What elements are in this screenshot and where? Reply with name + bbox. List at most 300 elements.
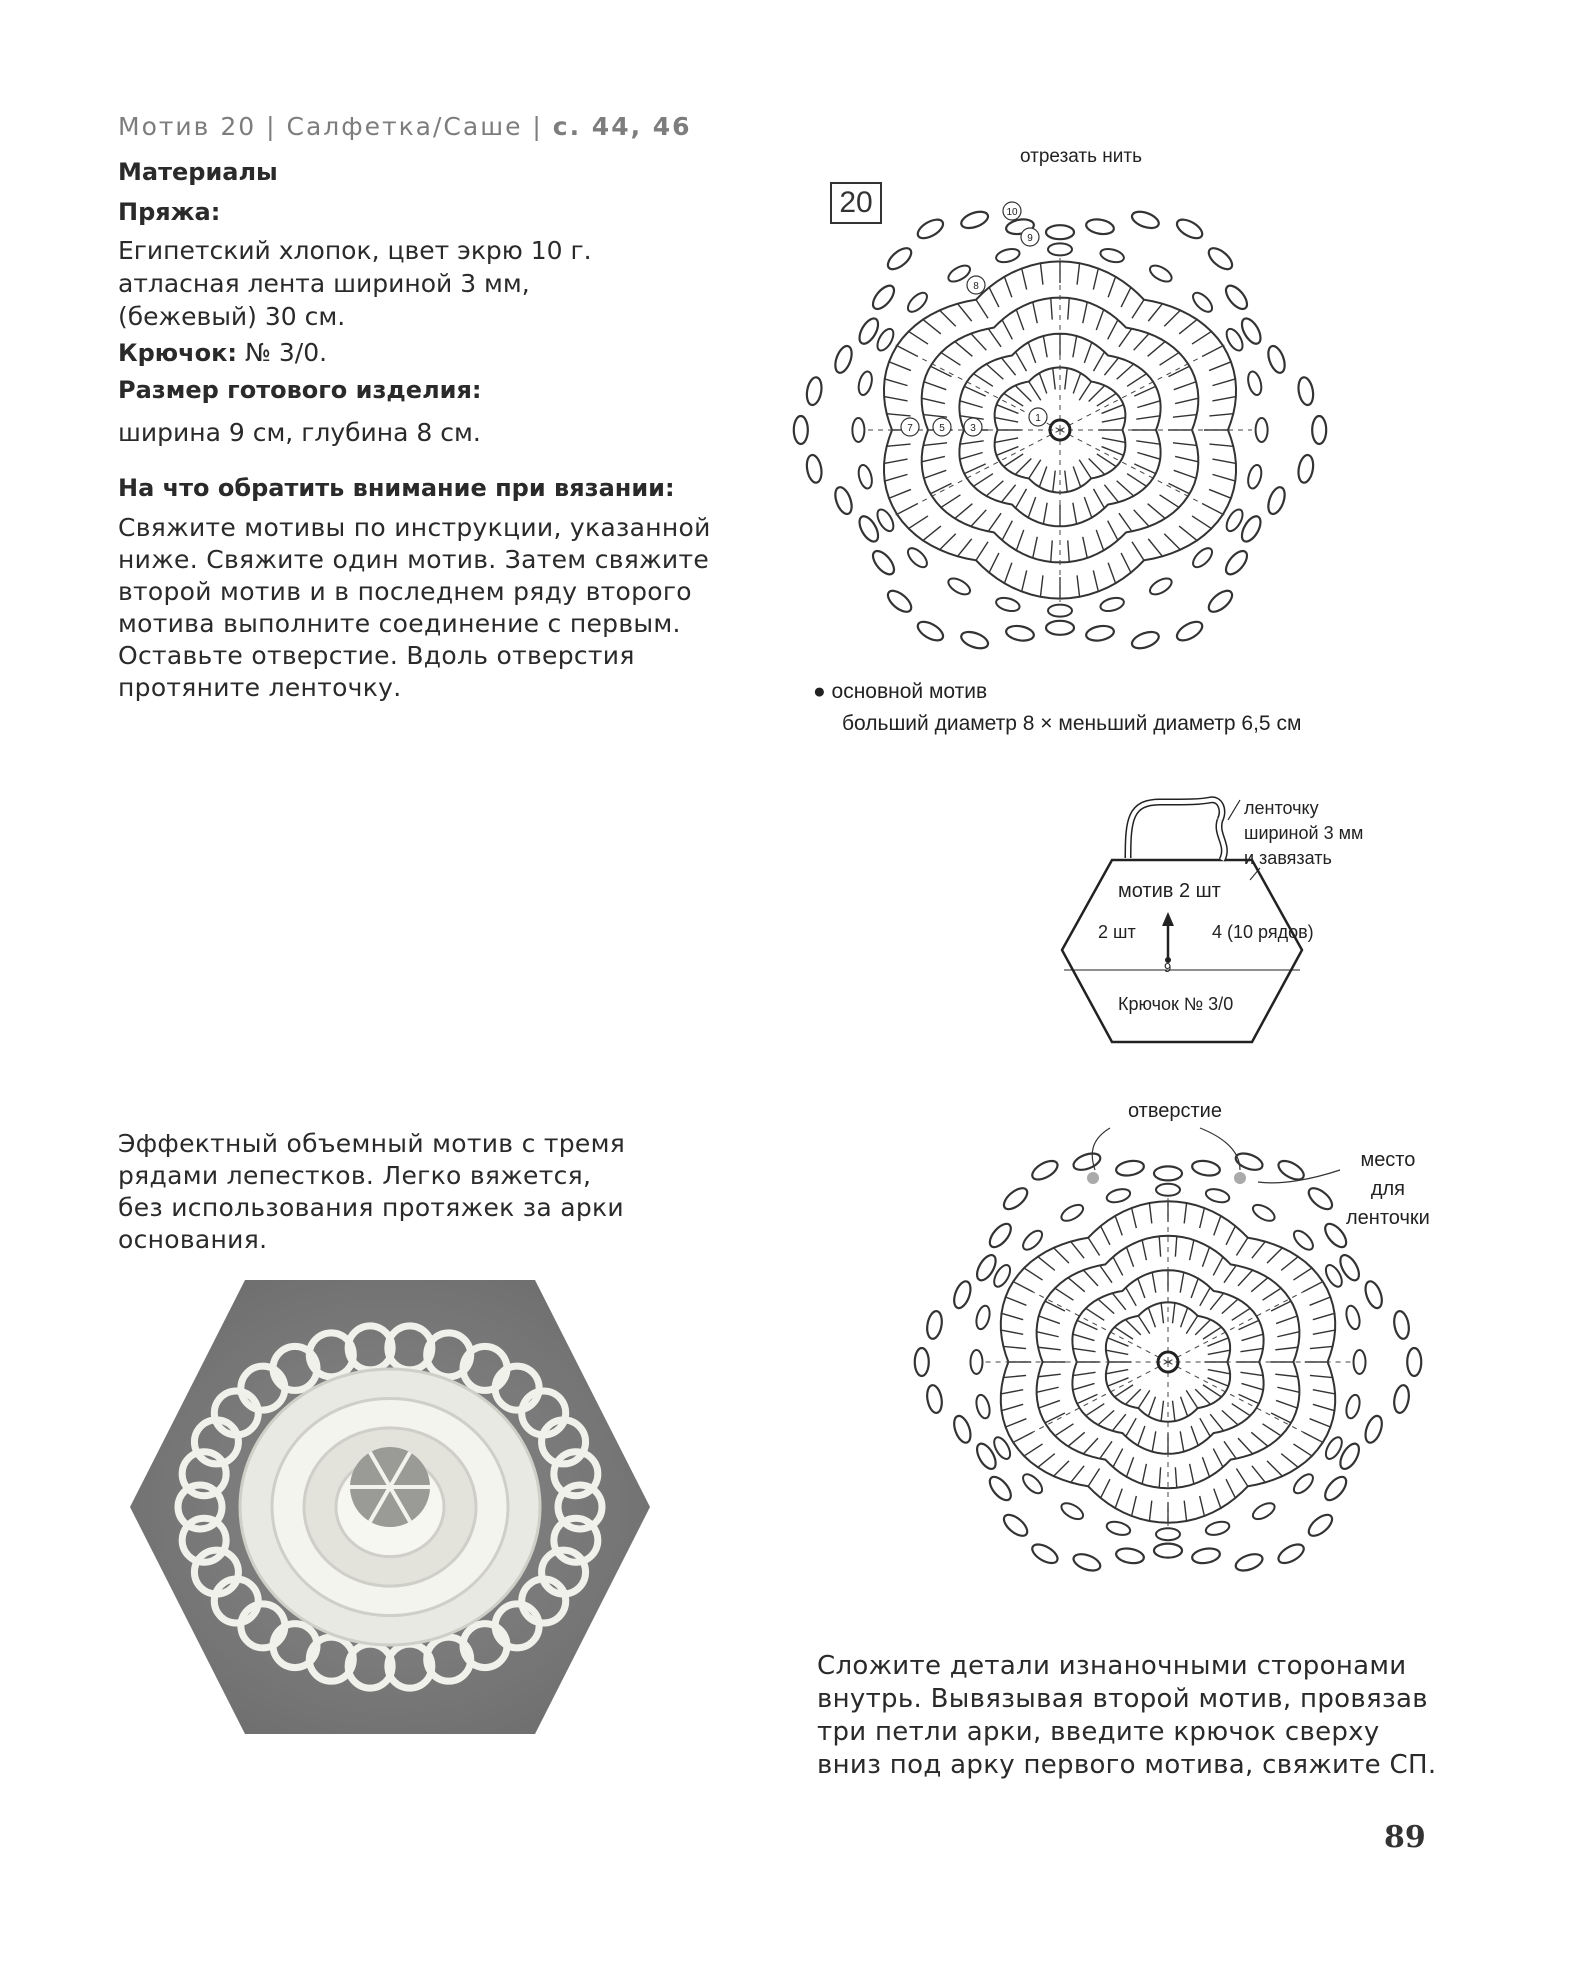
stitch-tick — [1213, 1257, 1223, 1276]
stitch-tick — [1022, 268, 1027, 289]
hook-label: Крючок: — [118, 339, 237, 367]
stitch-tick — [1100, 1441, 1112, 1458]
stitch-tick — [1200, 1496, 1205, 1516]
row-number-text: 9 — [1027, 233, 1033, 244]
stitch-tick — [1210, 1414, 1223, 1431]
stitch-tick — [1002, 521, 1012, 540]
stitch-tick — [1001, 485, 1015, 502]
stitch-tick — [884, 397, 907, 401]
stitch-tick — [1038, 1257, 1055, 1271]
stitch-tick — [1089, 386, 1105, 402]
stitch-tick — [1077, 575, 1080, 596]
chain-loop — [1222, 282, 1251, 312]
stitch-tick — [924, 382, 946, 390]
stitch-tick — [976, 300, 988, 319]
stitch-tick — [1276, 1316, 1297, 1324]
chain-loop — [1344, 1304, 1362, 1330]
stitch-tick — [1200, 1208, 1205, 1228]
stitch-tick — [1138, 1390, 1149, 1408]
stitch-tick — [922, 398, 945, 403]
stitch-tick — [1200, 1418, 1210, 1436]
stitch-tick — [1174, 382, 1196, 390]
stitch-tick — [1065, 471, 1068, 492]
stitch-tick — [1202, 1247, 1209, 1266]
stitch-tick — [1212, 379, 1235, 386]
stitch-tick — [1136, 441, 1160, 444]
stitch-tick — [1159, 1236, 1160, 1256]
stitch-tick — [1001, 1390, 1023, 1394]
row-number-text: 7 — [907, 423, 913, 434]
stitch-tick — [1138, 1279, 1145, 1298]
stitch-tick — [960, 441, 984, 444]
stitch-tick — [996, 405, 1018, 414]
stitch-tick — [1108, 1338, 1129, 1346]
stitch-tick — [1112, 1414, 1125, 1431]
stitch-tick — [1051, 298, 1053, 319]
spoke-line — [1168, 1280, 1326, 1362]
chain-loop — [970, 1350, 982, 1374]
stitch-tick — [1180, 1272, 1184, 1292]
stitch-tick — [1002, 320, 1012, 339]
stitch-tick — [1088, 1469, 1099, 1487]
stitch-tick — [971, 510, 986, 527]
stitch-tick — [1293, 1268, 1311, 1280]
stitch-tick — [1101, 1226, 1110, 1245]
stitch-tick — [1077, 1320, 1097, 1329]
pieces-label: 2 шт — [1098, 922, 1136, 942]
attention-line: протяните ленточку. — [118, 673, 402, 702]
header-sep-1: | — [256, 112, 287, 141]
chain-loop — [1291, 1471, 1316, 1496]
stitch-tick — [1190, 1464, 1194, 1484]
join-line: внутрь. Вывязывая второй мотив, провязав — [817, 1684, 1428, 1714]
stitch-tick — [1084, 497, 1091, 517]
stitch-tick — [1209, 414, 1233, 416]
chain-loop — [1205, 587, 1235, 616]
stitch-tick — [1209, 444, 1233, 446]
stitch-tick — [1214, 1489, 1221, 1508]
chain-loop — [1048, 605, 1072, 617]
chain-loop — [959, 209, 990, 232]
stitch-tick — [1149, 1501, 1151, 1521]
hook-row — [118, 336, 327, 370]
stitch-tick — [1173, 1303, 1175, 1323]
chain-loop — [915, 1348, 929, 1376]
chain-loop — [1174, 618, 1205, 644]
stitch-tick — [1121, 553, 1131, 573]
chain-loop — [1059, 1500, 1086, 1522]
stitch-tick — [1191, 1426, 1198, 1445]
stitch-tick — [1004, 563, 1011, 583]
chain-loop — [925, 1310, 944, 1340]
stitch-tick — [1028, 342, 1035, 362]
stitch-tick — [955, 504, 972, 519]
chain-loop — [1156, 1184, 1180, 1196]
stitch-tick — [1275, 1374, 1298, 1377]
stitch-tick — [1038, 1374, 1061, 1377]
stitch-tick — [940, 310, 956, 326]
stitch-tick — [986, 481, 1003, 496]
join-line: три петли арки, введите крючок сверху — [817, 1717, 1380, 1747]
chain-loop — [1154, 1544, 1182, 1558]
chain-loop — [1265, 485, 1288, 516]
stitch-tick — [1112, 1293, 1125, 1310]
stitch-tick — [1043, 503, 1047, 524]
stitch-tick — [1089, 458, 1105, 474]
stitch-tick — [1086, 1404, 1104, 1416]
chain-loop — [1000, 1184, 1030, 1213]
chain-loop — [1234, 1551, 1265, 1574]
stitch-tick — [1168, 483, 1189, 493]
stitch-tick — [1241, 1383, 1263, 1389]
stitch-tick — [1212, 397, 1235, 401]
chain-loop — [1071, 1150, 1102, 1173]
chain-loop — [1147, 262, 1174, 284]
chain-loop — [1275, 1157, 1306, 1183]
stitch-tick — [1142, 1240, 1146, 1260]
stitch-tick — [1037, 1332, 1059, 1337]
rows-label: 4 (10 рядов) — [1212, 922, 1314, 942]
stitch-tick — [1209, 362, 1231, 371]
hole-marker — [1087, 1172, 1099, 1184]
stitch-tick — [1126, 1418, 1136, 1436]
stitch-tick — [1252, 1242, 1265, 1259]
stitch-tick — [1148, 342, 1165, 357]
stitch-tick — [1073, 373, 1080, 393]
chain-loop — [1362, 1414, 1385, 1445]
stitch-tick — [1132, 1208, 1137, 1228]
chain-loop — [905, 545, 930, 570]
stitch-tick — [1275, 1347, 1298, 1350]
stitch-tick — [1240, 1372, 1263, 1375]
chain-loop — [959, 629, 990, 652]
leader-line — [1258, 1170, 1340, 1183]
stitch-tick — [1083, 302, 1087, 323]
stitch-tick — [1073, 466, 1080, 486]
stitch-tick — [1208, 1370, 1230, 1374]
chain-loop — [915, 618, 946, 644]
chain-loop — [869, 282, 898, 312]
stitch-tick — [1212, 474, 1235, 481]
attention-line: Оставьте отверстие. Вдоль отверстия — [118, 641, 635, 670]
attention-body — [118, 512, 711, 704]
stitch-tick — [1212, 459, 1235, 463]
header-sep-2: | — [522, 112, 553, 141]
stitch-tick — [1173, 443, 1197, 446]
stitch-tick — [1184, 1203, 1186, 1223]
chart-caption-1 — [813, 680, 987, 704]
motif-number-box: 20 — [830, 182, 882, 224]
stitch-tick — [1054, 1248, 1069, 1263]
stitch-tick — [1174, 470, 1196, 478]
header-pages: с. 44, 46 — [552, 112, 692, 141]
stitch-tick — [1093, 570, 1098, 591]
stitch-tick — [1149, 1203, 1151, 1223]
stitch-tick — [1263, 1288, 1281, 1300]
caption-size: больший диаметр 8 × меньший диаметр 6,5 см — [842, 712, 1302, 735]
chain-loop — [905, 290, 930, 315]
stitch-tick — [1115, 1385, 1133, 1397]
chain-loop — [915, 216, 946, 242]
stitch-tick — [1281, 1257, 1298, 1271]
yarn-description — [118, 234, 592, 333]
stitch-tick — [1310, 1419, 1331, 1427]
chain-loop — [1321, 1220, 1350, 1250]
stitch-tick — [1148, 539, 1162, 556]
stitch-tick — [1119, 329, 1132, 347]
stitch-tick — [1134, 386, 1155, 396]
stitch-tick — [973, 474, 992, 487]
stitch-tick — [1175, 456, 1198, 461]
stitch-tick — [1121, 287, 1131, 307]
spoke-line — [1010, 1362, 1168, 1444]
stitch-tick — [1134, 464, 1155, 474]
chain-loop — [1005, 624, 1035, 643]
stitch-tick — [1203, 1327, 1221, 1339]
stitch-tick — [1222, 1410, 1238, 1424]
stitch-tick — [1152, 1272, 1156, 1292]
stitch-tick — [1203, 1385, 1221, 1397]
stitch-tick — [1098, 1299, 1114, 1313]
chain-loop — [1256, 418, 1268, 442]
stitch-tick — [1271, 1413, 1291, 1423]
ribbon-line: ленточку — [1244, 798, 1319, 818]
chain-loop — [1354, 1350, 1366, 1374]
chain-loop — [1321, 1473, 1350, 1503]
join-line: вниз под арку первого мотива, свяжите СП. — [817, 1750, 1437, 1780]
cut-thread-label: отрезать нить — [1020, 146, 1143, 167]
chain-loop — [1029, 1157, 1060, 1183]
stitch-tick — [1068, 1278, 1085, 1292]
stitch-tick — [1276, 1400, 1297, 1408]
stitch-tick — [1106, 1350, 1128, 1354]
stitch-tick — [1239, 1320, 1259, 1329]
stitch-tick — [1127, 1457, 1134, 1476]
stitch-tick — [1236, 1469, 1247, 1487]
stitch-tick — [1001, 358, 1015, 375]
stitch-tick — [1029, 460, 1041, 479]
stitch-tick — [1016, 489, 1027, 508]
stitch-tick — [1108, 320, 1118, 339]
stitch-tick — [1033, 302, 1037, 323]
chain-loop — [946, 575, 973, 597]
stitch-tick — [1006, 1297, 1027, 1305]
stitch-tick — [1293, 1444, 1311, 1456]
stitch-tick — [1190, 1240, 1194, 1260]
place-line: для — [1370, 1178, 1405, 1200]
stitch-tick — [1251, 1278, 1268, 1292]
ribbon-note — [1244, 796, 1363, 871]
stitch-tick — [1208, 1350, 1230, 1354]
stitch-tick — [1164, 534, 1180, 550]
stitch-tick — [1232, 1404, 1250, 1416]
chain-loop — [1246, 464, 1264, 490]
stitch-tick — [1117, 364, 1134, 379]
stitch-tick — [1251, 1432, 1268, 1446]
stitch-tick — [1108, 521, 1118, 540]
stitch-tick — [1055, 1288, 1073, 1300]
stitch-tick — [1126, 1288, 1136, 1306]
stitch-tick — [889, 489, 911, 498]
stitch-tick — [1148, 304, 1162, 321]
row-number-text: 8 — [973, 281, 979, 292]
arrow-head — [1162, 912, 1174, 926]
row-number-text: 1 — [1035, 413, 1041, 424]
stitch-tick — [1079, 460, 1091, 479]
leader-line — [1200, 1128, 1240, 1170]
stitch-tick — [923, 415, 947, 418]
stitch-tick — [986, 364, 1003, 379]
chain-loop — [1296, 376, 1315, 406]
header-name: Салфетка/Саше — [286, 112, 523, 141]
stitch-tick — [1175, 1467, 1176, 1487]
stitch-tick — [1160, 353, 1179, 366]
chain-loop — [1392, 1310, 1411, 1340]
stitch-tick — [973, 374, 992, 387]
stitch-tick — [930, 483, 951, 493]
chain-loop — [1204, 1519, 1230, 1537]
chain-loop — [974, 1393, 992, 1419]
stitch-tick — [1102, 438, 1125, 442]
chain-loop — [1222, 547, 1251, 577]
stitch-tick — [1191, 1279, 1198, 1298]
stitch-tick — [1148, 1308, 1155, 1327]
chain-loop — [1265, 344, 1288, 375]
stitch-tick — [1310, 1346, 1333, 1348]
stitch-tick — [1181, 1397, 1188, 1416]
stitch-tick — [1202, 1457, 1209, 1476]
leader-line — [1092, 1128, 1110, 1170]
stitch-tick — [1267, 1248, 1282, 1263]
chain-loop — [1205, 244, 1235, 273]
yarn-label: Пряжа: — [118, 198, 221, 226]
bullet-dot-icon: ● — [813, 680, 826, 703]
stitch-tick — [964, 464, 985, 474]
stitch-tick — [923, 320, 941, 334]
stitch-tick — [1127, 1247, 1134, 1266]
stitch-tick — [930, 366, 951, 376]
stitch-tick — [1016, 352, 1027, 371]
stitch-tick — [1113, 1449, 1123, 1468]
attention-line: Свяжите мотивы по инструкции, указанной — [118, 513, 711, 542]
stitch-tick — [1138, 1426, 1145, 1445]
stitch-tick — [909, 516, 928, 529]
stitch-tick — [1134, 510, 1149, 527]
chain-loop — [1071, 1551, 1102, 1574]
stitch-tick — [1173, 1401, 1175, 1421]
ribbon-leader — [1228, 800, 1240, 820]
chain-loop — [1156, 1528, 1180, 1540]
description-line: Эффектный объемный мотив с тремя — [118, 1129, 626, 1158]
caption-motif: основной мотив — [831, 680, 988, 703]
size-value: ширина 9 см, глубина 8 см. — [118, 418, 481, 447]
stitch-tick — [955, 342, 972, 357]
stitch-tick — [1039, 1316, 1060, 1324]
chain-loop — [1344, 1393, 1362, 1419]
stitch-tick — [1029, 382, 1041, 401]
stitch-tick — [1039, 373, 1046, 393]
chain-loop — [1059, 1202, 1086, 1224]
stitch-tick — [1003, 1375, 1026, 1377]
attention-line: мотива выполните соединение с первым. — [118, 609, 681, 638]
description-line: без использования протяжек за арки — [118, 1193, 624, 1222]
stitch-tick — [1015, 458, 1031, 474]
stitch-tick — [1108, 563, 1115, 583]
chain-loop — [1099, 247, 1125, 265]
chain-loop — [951, 1279, 974, 1310]
stitch-tick — [1038, 1347, 1061, 1350]
stitch-tick — [1102, 447, 1124, 456]
stitch-tick — [1136, 416, 1160, 419]
stitch-tick — [1126, 1389, 1141, 1404]
yarn-line: (бежевый) 30 см. — [118, 302, 346, 331]
stitch-tick — [964, 386, 985, 396]
stitch-tick — [1033, 537, 1037, 558]
chain-loop — [1204, 1187, 1230, 1205]
stitch-tick — [1043, 336, 1047, 357]
stitch-tick — [1106, 1370, 1128, 1374]
ribbon-line: шириной 3 мм — [1244, 823, 1364, 843]
stitch-tick — [1096, 310, 1103, 330]
stitch-tick — [887, 444, 911, 446]
chain-loop — [1296, 454, 1315, 484]
stitch-tick — [1232, 1308, 1250, 1320]
stitch-tick — [1222, 1299, 1238, 1313]
motif-count-label: мотив 2 шт — [1118, 880, 1221, 902]
chain-loop — [995, 247, 1021, 265]
stitch-tick — [1263, 1424, 1281, 1436]
stitch-tick — [1004, 454, 1023, 467]
stitch-tick — [1127, 474, 1146, 487]
stitch-tick — [1138, 1316, 1149, 1334]
stitch-tick — [1004, 393, 1023, 406]
description-line: основания. — [118, 1225, 268, 1254]
stitch-tick — [1073, 1334, 1095, 1340]
stitch-tick — [1068, 540, 1070, 561]
stitch-tick — [1310, 1375, 1333, 1377]
stitch-tick — [1055, 1424, 1073, 1436]
row-number-text: 10 — [1006, 207, 1018, 218]
stitch-tick — [960, 401, 983, 408]
stitch-tick — [1001, 1330, 1023, 1334]
stitch-tick — [1016, 530, 1023, 550]
chart-group — [794, 202, 1326, 651]
description-body — [118, 1128, 625, 1256]
chain-loop — [1029, 1541, 1060, 1567]
chain-loop — [1115, 1546, 1145, 1565]
stitch-tick — [1132, 300, 1144, 319]
yarn-line: Египетский хлопок, цвет экрю 10 г. — [118, 236, 592, 265]
stitch-tick — [1108, 1378, 1129, 1386]
stitch-tick — [1054, 1461, 1069, 1476]
stitch-tick — [1239, 1394, 1259, 1403]
stitch-tick — [1132, 1496, 1137, 1516]
spoke-line — [1168, 1362, 1326, 1444]
chain-loop — [1250, 1202, 1277, 1224]
stitch-tick — [1168, 366, 1189, 376]
stitch-tick — [1119, 513, 1132, 531]
stitch-tick — [1102, 418, 1125, 422]
chain-loop — [1234, 1150, 1265, 1173]
stitch-tick — [1104, 485, 1118, 502]
spoke-line — [1060, 430, 1226, 516]
stitch-tick — [1108, 277, 1115, 297]
spoke-line — [1060, 344, 1226, 430]
stitch-tick — [971, 334, 986, 351]
stitch-tick — [885, 474, 908, 481]
ribbon-outer — [1128, 800, 1222, 858]
join-line: Сложите детали изнаночными сторонами — [817, 1651, 1407, 1681]
